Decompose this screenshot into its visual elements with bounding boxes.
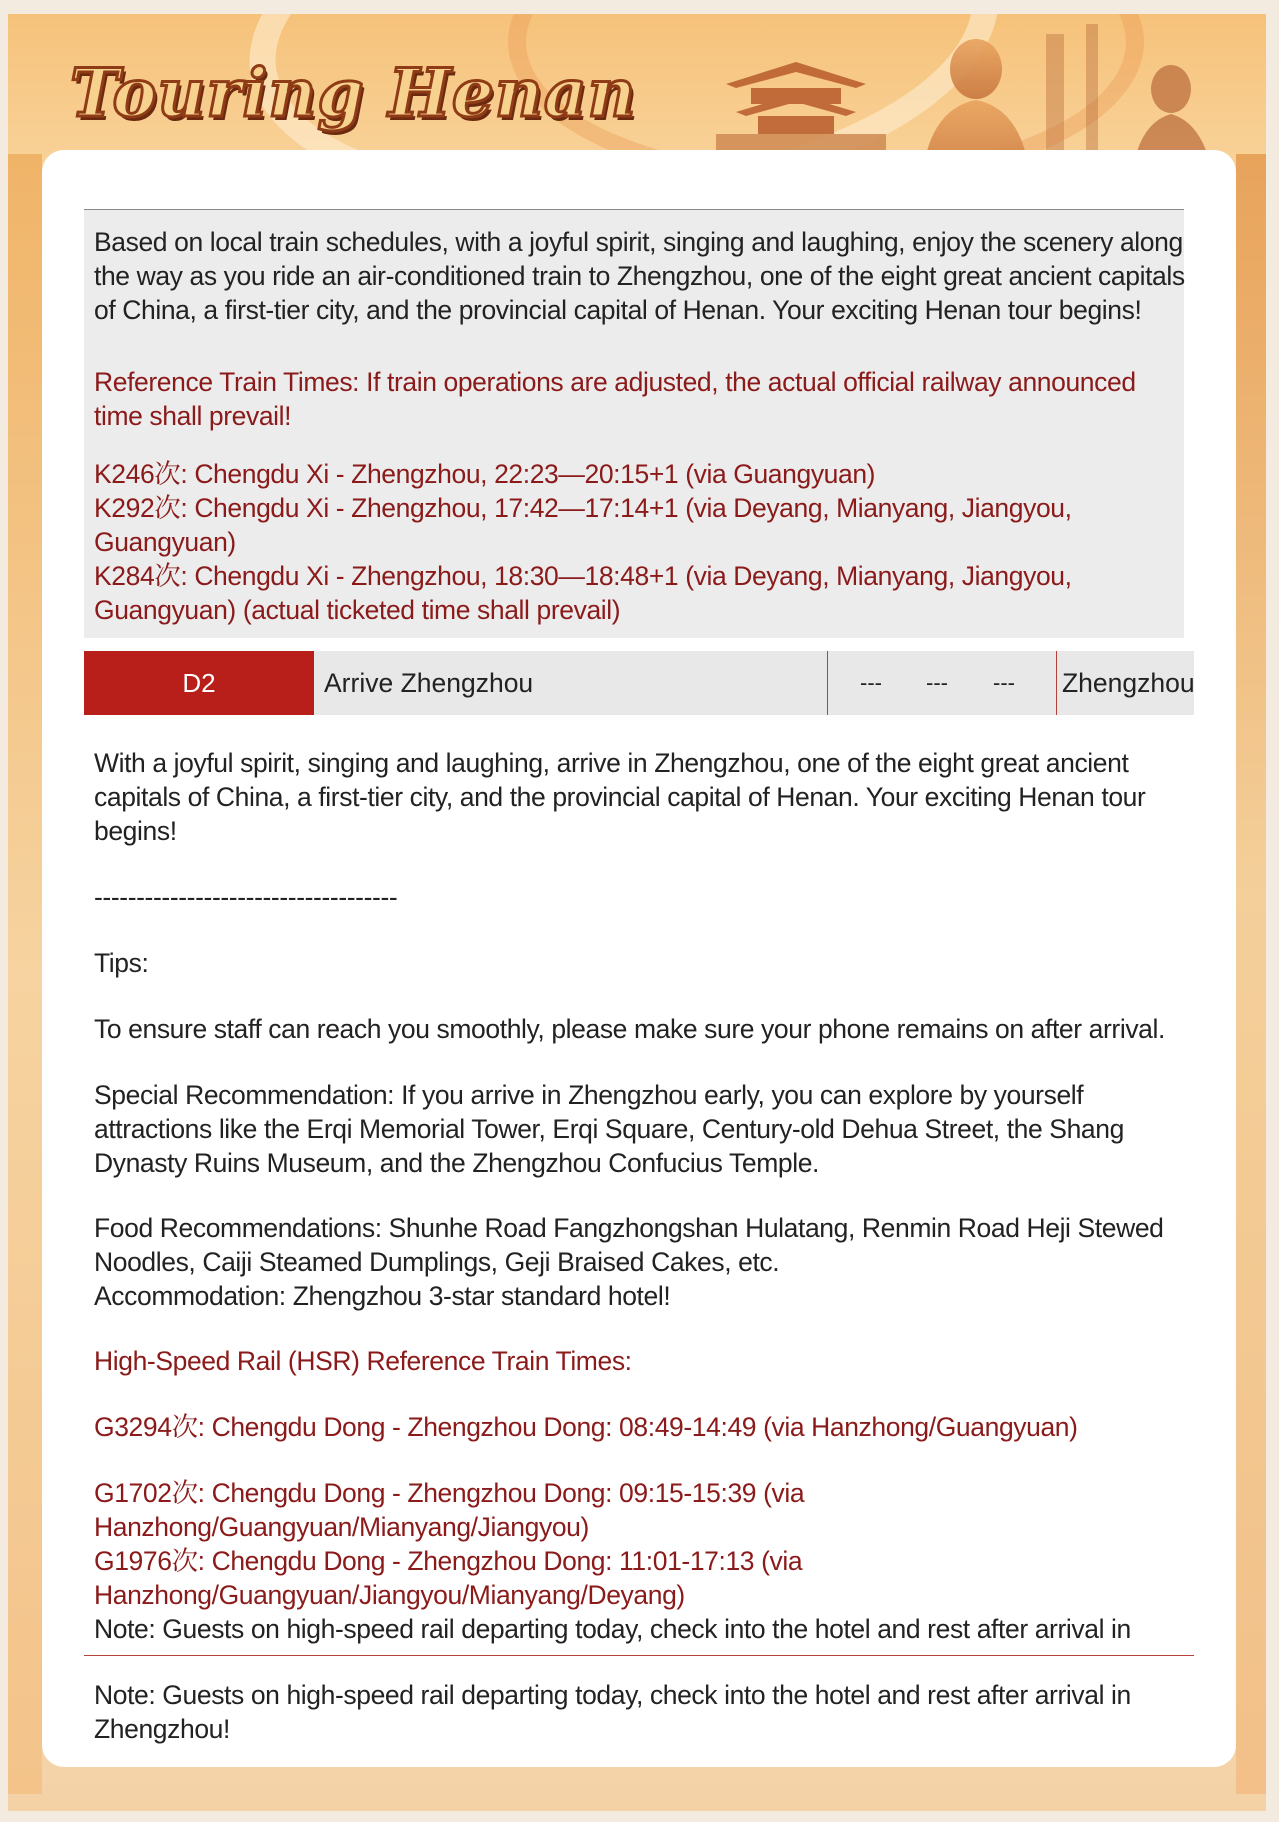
hsr-note-truncated: Note: Guests on high-speed rail departing today, check into the hotel and rest after arrival in <box>94 1614 1131 1644</box>
meal-lunch: --- <box>926 670 948 695</box>
train-item: K292次: Chengdu Xi - Zhengzhou, 17:42—17:14+1 (via Deyang, Mianyang, Jiangyou, Guangyuan) <box>94 493 1072 557</box>
train-item: K246次: Chengdu Xi - Zhengzhou, 22:23—20:15+1 (via Guangyuan) <box>94 459 876 489</box>
section-divider <box>84 1655 1194 1656</box>
overnight-city: Zhengzhou <box>1062 668 1195 698</box>
column-divider <box>1056 651 1057 715</box>
tip-phone: To ensure staff can reach you smoothly, please make sure your phone remains on after arrival. <box>94 1014 1165 1044</box>
column-divider <box>827 651 828 715</box>
reference-train-note: Reference Train Times: If train operations are adjusted, the actual official railway announced time shall prevail! <box>94 367 1136 431</box>
meal-breakfast: --- <box>860 670 882 695</box>
hsr-train-item: G1976次: Chengdu Dong - Zhengzhou Dong: 11:01-17:13 (via Hanzhong/Guangyuan/Jiangyou/Mianyang/Deyang) <box>94 1546 803 1610</box>
train-item: K284次: Chengdu Xi - Zhengzhou, 18:30—18:48+1 (via Deyang, Mianyang, Jiangyou, Guangyuan) (actual ticketed time shall prevail) <box>94 561 1072 625</box>
hsr-note: Note: Guests on high-speed rail departing today, check into the hotel and rest after arrival in Zhengzhou! <box>94 1680 1131 1744</box>
arrival-paragraph: With a joyful spirit, singing and laughing, arrive in Zhengzhou, one of the eight great ancient capitals of China, a first-tier city, and the provincial capital of Henan. Your exciting Henan tour begins! <box>94 748 1146 846</box>
decorative-border-left <box>8 154 42 1794</box>
meal-dinner: --- <box>993 670 1015 695</box>
day-header-row <box>84 651 1194 715</box>
intro-paragraph: Based on local train schedules, with a joyful spirit, singing and laughing, enjoy the scenery along the way as you ride an air-conditioned train to Zhengzhou, one of the eight great ancient capitals of China, a first-tier city, and the provincial capital of Henan. Your exciting Henan tour begins! <box>94 227 1185 325</box>
tips-label: Tips: <box>94 948 149 978</box>
page-title: Touring Henan <box>70 54 637 132</box>
accommodation: Accommodation: Zhengzhou 3-star standard hotel! <box>94 1281 671 1311</box>
hsr-train-item: G1702次: Chengdu Dong - Zhengzhou Dong: 09:15-15:39 (via Hanzhong/Guangyuan/Mianyang/Jiangyou) <box>94 1478 805 1542</box>
food-recommendation: Food Recommendations: Shunhe Road Fangzhongshan Hulatang, Renmin Road Heji Stewed Noodles, Caiji Steamed Dumplings, Geji Braised Cakes, etc. <box>94 1213 1164 1277</box>
special-recommendation: Special Recommendation: If you arrive in Zhengzhou early, you can explore by yourself attractions like the Erqi Memorial Tower, Erqi Square, Century-old Dehua Street, the Shang Dynasty Ruins Museum, and the Zhengzhou Confucius Temple. <box>94 1080 1124 1178</box>
hsr-train-item: G3294次: Chengdu Dong - Zhengzhou Dong: 08:49-14:49 (via Hanzhong/Guangyuan) <box>94 1412 1078 1442</box>
dashed-divider: ------------------------------------ <box>94 882 398 912</box>
hsr-label: High-Speed Rail (HSR) Reference Train Times: <box>94 1346 632 1376</box>
day-title: Arrive Zhengzhou <box>324 668 534 698</box>
day-badge: D2 <box>84 651 314 715</box>
decorative-border-right <box>1236 154 1266 1794</box>
train-list <box>94 457 1186 627</box>
